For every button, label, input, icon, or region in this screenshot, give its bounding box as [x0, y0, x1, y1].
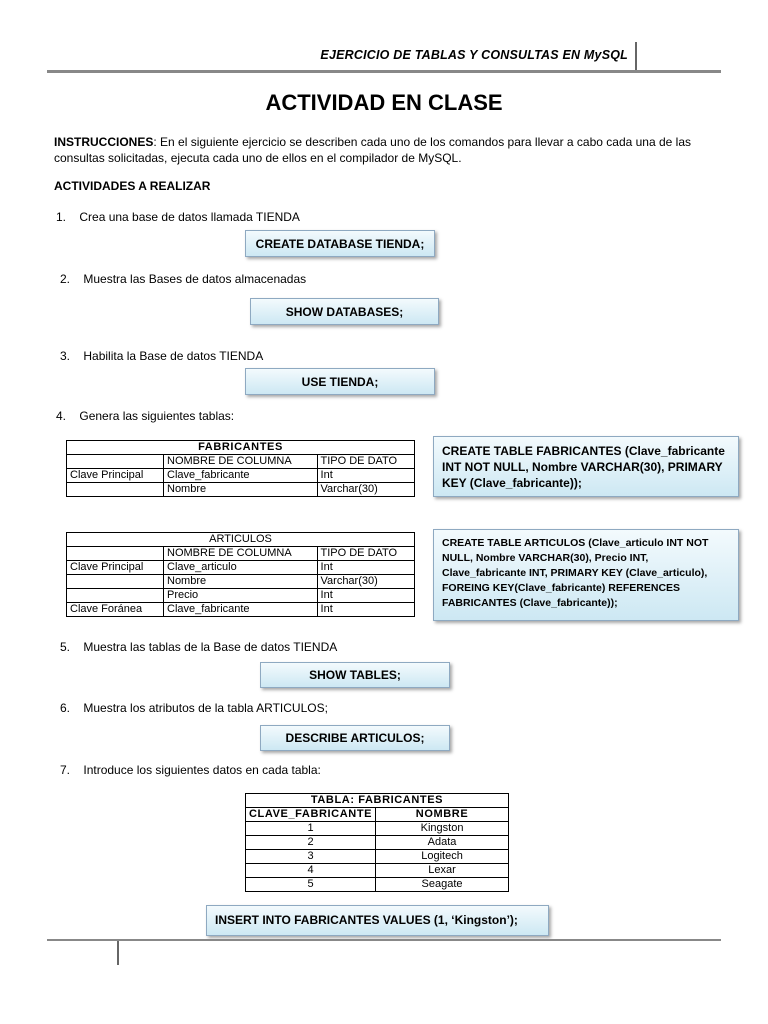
table-row	[67, 441, 415, 455]
column-header: NOMBRE DE COLUMNA	[164, 547, 318, 561]
step-number: 7.	[60, 763, 71, 777]
table-cell: Clave_fabricante	[164, 469, 318, 483]
table-cell	[67, 589, 164, 603]
table-cell: Kingston	[376, 822, 509, 836]
table-cell: Int	[317, 589, 414, 603]
instructions-text: : En el siguiente ejercicio se describen cada uno de los comandos para llevar a cabo cada una de las consultas solicitadas, ejecuta cada uno de ellos en el compilador de MySQL.	[54, 135, 692, 165]
table-cell: Clave Principal	[67, 561, 164, 575]
table-cell: Int	[317, 603, 414, 617]
table-cell: Clave_articulo	[164, 561, 318, 575]
column-header: TIPO DE DATO	[317, 547, 414, 561]
table-cell: 2	[246, 836, 376, 850]
table-cell: Clave_fabricante	[164, 603, 318, 617]
command-show-tables: SHOW TABLES;	[260, 662, 450, 688]
table-cell	[67, 547, 164, 561]
document-header-title: EJERCICIO DE TABLAS Y CONSULTAS EN MySQL	[320, 48, 628, 62]
sql-create-articulos: CREATE TABLE ARTICULOS (Clave_articulo INT NOT NULL, Nombre VARCHAR(30), Precio INT, Clave_fabricante INT, PRIMARY KEY (Clave_articulo), FOREING KEY(Clave_fabricante) REFERENCES FABRICANTES (Clave_fabricante));	[433, 529, 739, 621]
table-row	[246, 850, 509, 864]
table-row	[246, 808, 509, 822]
column-header: CLAVE_FABRICANTE	[246, 808, 376, 822]
table-cell: 3	[246, 850, 376, 864]
step-text: Genera las siguientes tablas:	[79, 409, 235, 423]
step-1	[56, 210, 300, 224]
sql-create-fabricantes: CREATE TABLE FABRICANTES (Clave_fabricante INT NOT NULL, Nombre VARCHAR(30), PRIMARY KEY (Clave_fabricante));	[433, 436, 739, 497]
step-text: Muestra los atributos de la tabla ARTICULOS;	[83, 701, 328, 715]
table-cell: Varchar(30)	[317, 483, 414, 497]
table-cell: Nombre	[164, 575, 318, 589]
step-number: 2.	[60, 272, 71, 286]
header-rule	[47, 70, 721, 73]
column-header: NOMBRE	[376, 808, 509, 822]
header-divider	[635, 42, 637, 70]
table-row	[67, 483, 415, 497]
table-cell: Nombre	[164, 483, 318, 497]
step-2	[60, 272, 306, 286]
table-cell	[67, 575, 164, 589]
page-title: ACTIVIDAD EN CLASE	[265, 90, 503, 115]
command-show-databases: SHOW DATABASES;	[250, 298, 439, 325]
command-create-database: CREATE DATABASE TIENDA;	[245, 230, 435, 257]
activities-heading: ACTIVIDADES A REALIZAR	[54, 179, 211, 193]
table-row	[67, 533, 415, 547]
table-title: ARTICULOS	[67, 533, 415, 547]
step-number: 1.	[56, 210, 67, 224]
table-cell: Precio	[164, 589, 318, 603]
step-number: 4.	[56, 409, 67, 423]
table-row	[246, 864, 509, 878]
command-describe-articulos: DESCRIBE ARTICULOS;	[260, 725, 450, 751]
table-row	[246, 822, 509, 836]
table-row	[246, 836, 509, 850]
table-title: TABLA: FABRICANTES	[246, 794, 509, 808]
table-cell: Int	[317, 469, 414, 483]
table-cell: 5	[246, 878, 376, 892]
table-cell: Adata	[376, 836, 509, 850]
fabricantes-schema-table	[66, 440, 415, 497]
table-cell: Clave Principal	[67, 469, 164, 483]
table-row	[246, 794, 509, 808]
step-text: Crea una base de datos llamada TIENDA	[79, 210, 300, 224]
table-cell: 4	[246, 864, 376, 878]
table-row	[67, 603, 415, 617]
table-row	[67, 575, 415, 589]
table-row	[67, 455, 415, 469]
column-header: NOMBRE DE COLUMNA	[164, 455, 318, 469]
step-text: Muestra las Bases de datos almacenadas	[83, 272, 307, 286]
step-number: 3.	[60, 349, 71, 363]
table-cell: Logitech	[376, 850, 509, 864]
step-5	[60, 640, 337, 654]
footer-divider	[117, 941, 119, 965]
step-number: 5.	[60, 640, 71, 654]
table-cell: Clave Foránea	[67, 603, 164, 617]
table-row	[67, 469, 415, 483]
step-number: 6.	[60, 701, 71, 715]
step-7	[60, 763, 321, 777]
sql-insert-fabricantes: INSERT INTO FABRICANTES VALUES (1, ‘Kingston’);	[206, 905, 549, 936]
table-cell	[67, 455, 164, 469]
instructions-label: INSTRUCCIONES	[54, 135, 154, 149]
table-title: FABRICANTES	[67, 441, 415, 455]
step-4	[56, 409, 234, 423]
command-use-tienda: USE TIENDA;	[245, 368, 435, 395]
table-cell	[67, 483, 164, 497]
step-text: Habilita la Base de datos TIENDA	[83, 349, 264, 363]
fabricantes-data-table	[245, 793, 509, 892]
column-header: TIPO DE DATO	[317, 455, 414, 469]
step-6	[60, 701, 328, 715]
footer-rule	[47, 939, 721, 941]
instructions-paragraph	[54, 134, 714, 166]
table-row	[67, 589, 415, 603]
table-row	[67, 561, 415, 575]
table-row	[67, 547, 415, 561]
table-row	[246, 878, 509, 892]
table-cell: Varchar(30)	[317, 575, 414, 589]
table-cell: Lexar	[376, 864, 509, 878]
table-cell: 1	[246, 822, 376, 836]
table-cell: Seagate	[376, 878, 509, 892]
step-text: Muestra las tablas de la Base de datos TIENDA	[83, 640, 338, 654]
table-cell: Int	[317, 561, 414, 575]
step-text: Introduce los siguientes datos en cada tabla:	[83, 763, 321, 777]
step-3	[60, 349, 263, 363]
articulos-schema-table	[66, 532, 415, 617]
